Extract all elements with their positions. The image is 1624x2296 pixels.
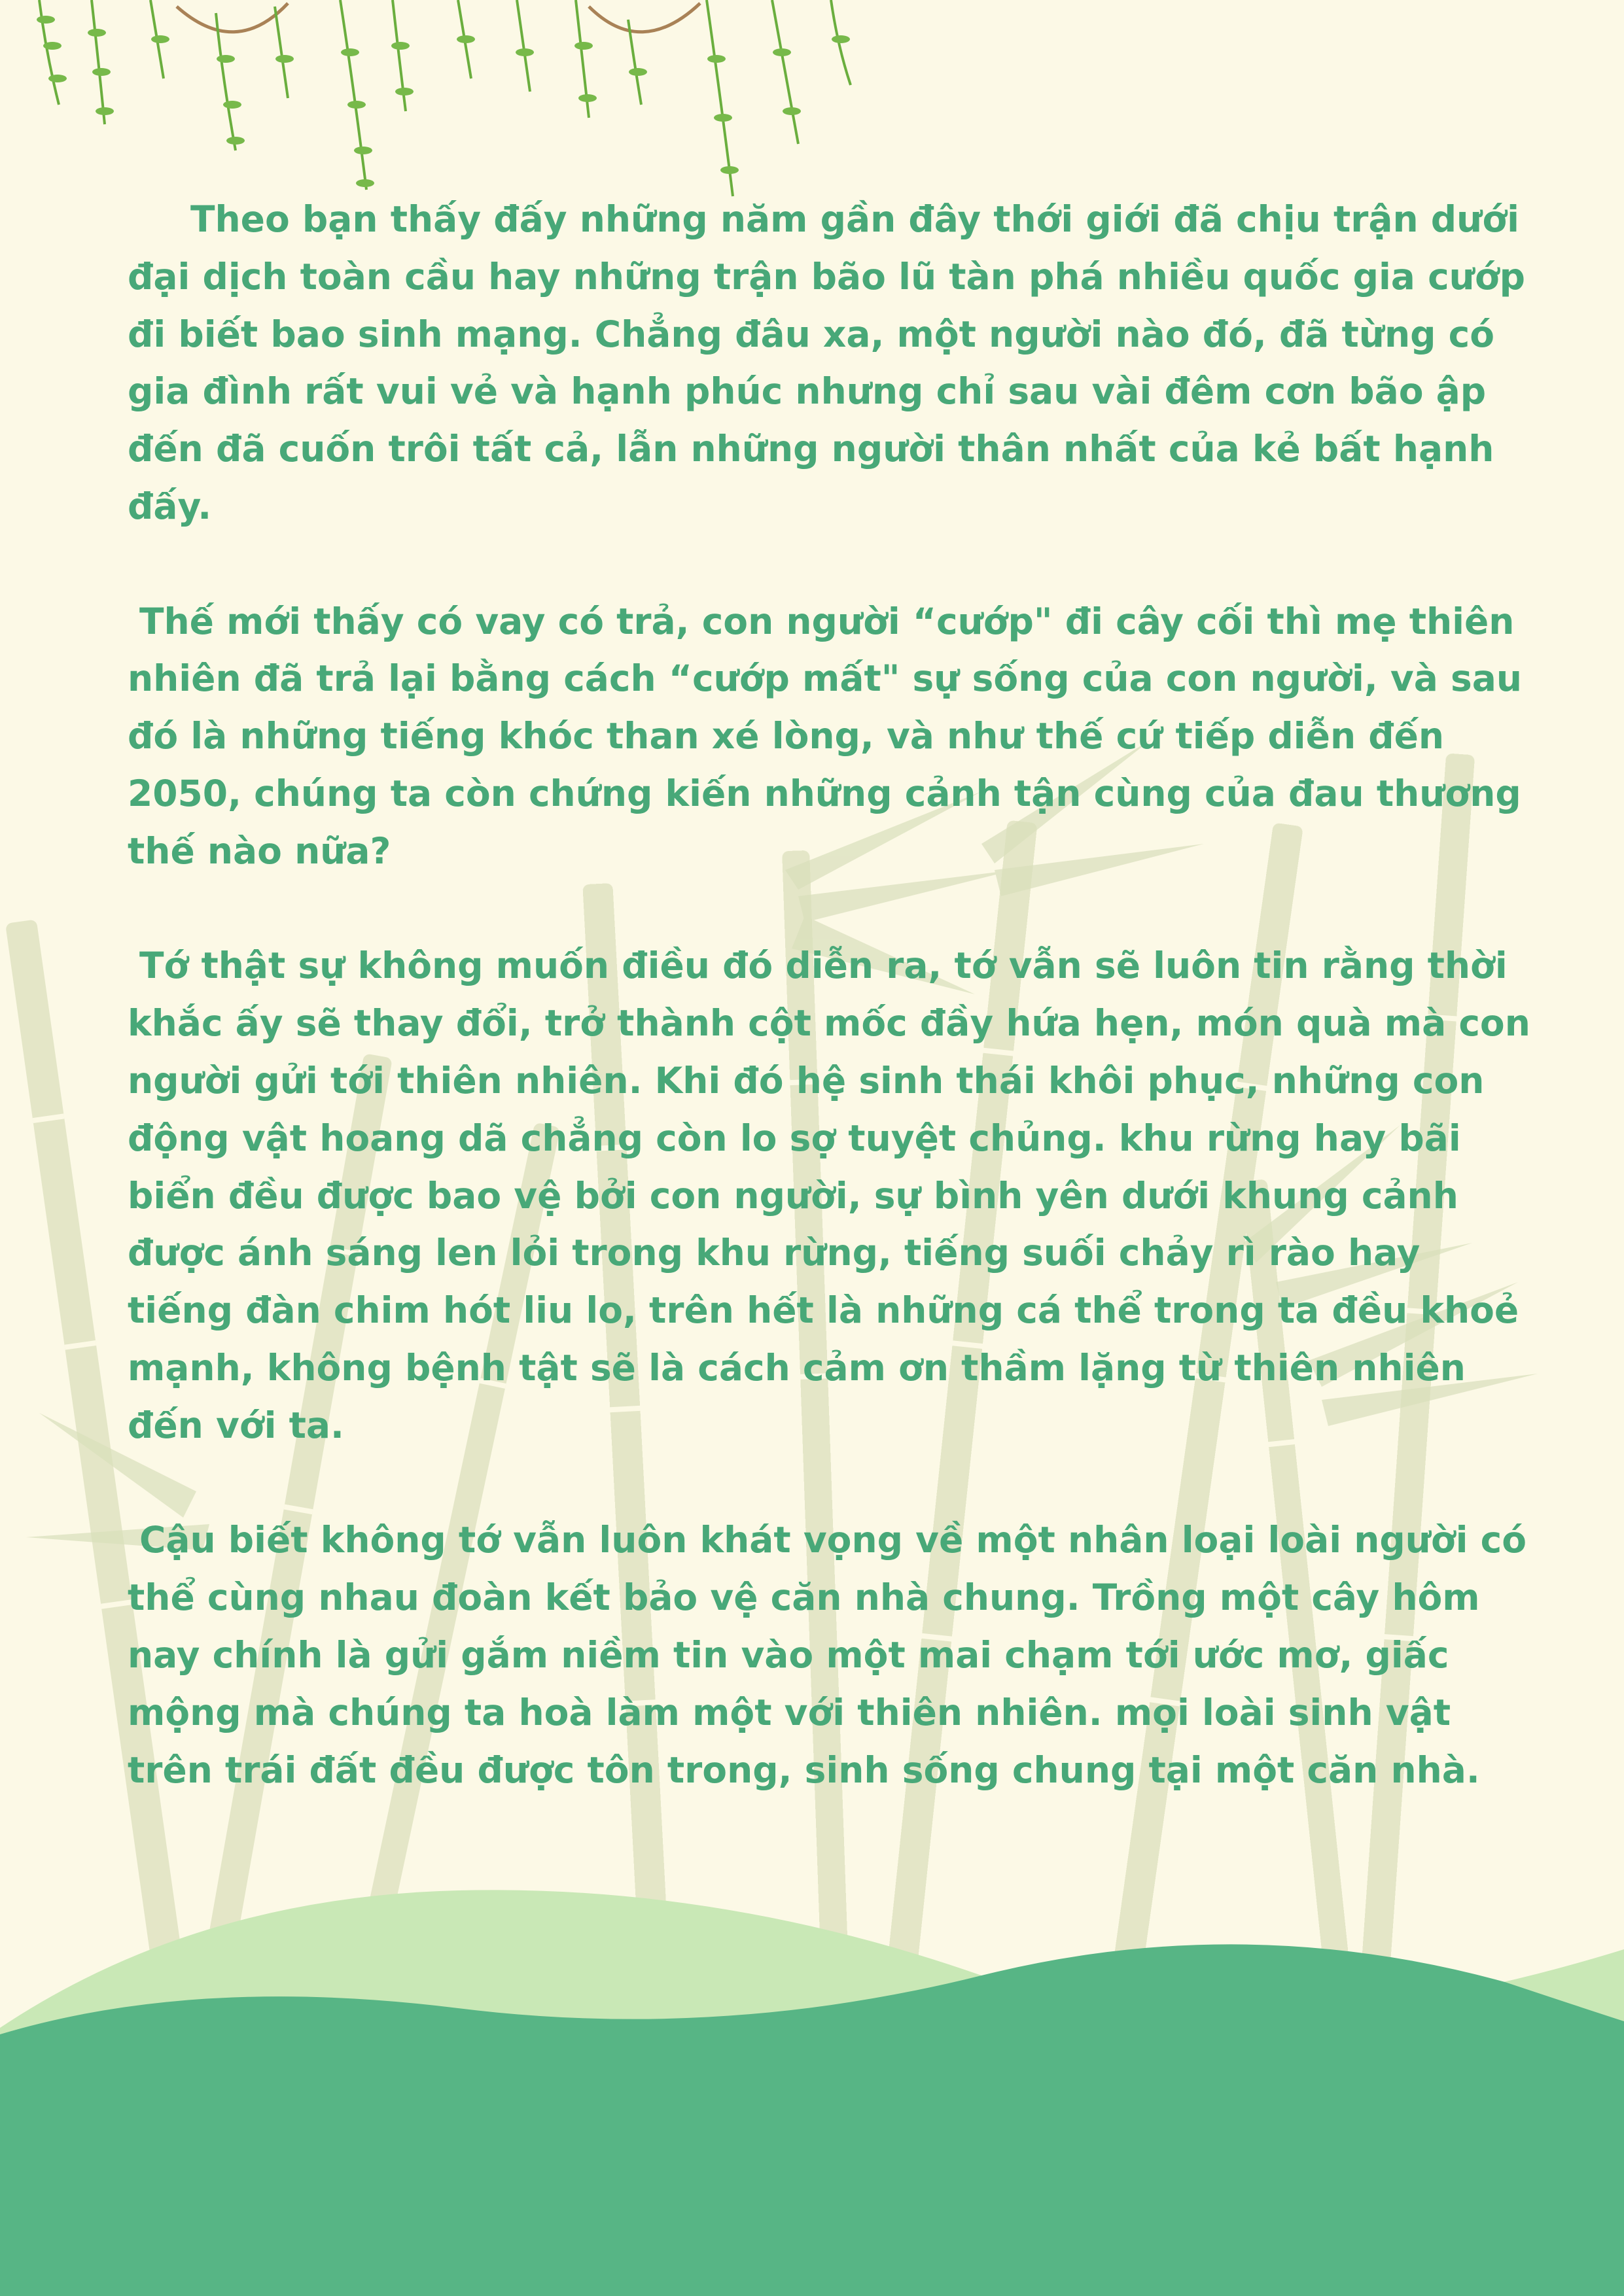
article-body bbox=[128, 191, 1544, 1856]
paragraph-2: Thế mới thấy có vay có trả, con người “cướp" đi cây cối thì mẹ thiên nhiên đã trả lại bằng cách “cướp mất" sự sống của con người, và sau đó là những tiếng khóc than xé lòng, và như thế cứ tiếp diễn đến 2050, chúng ta còn chứng kiến những cảnh tận cùng của đau thương thế nào nữa? bbox=[128, 600, 1535, 872]
paragraph-3: Tớ thật sự không muốn điều đó diễn ra, tớ vẫn sẽ luôn tin rằng thời khắc ấy sẽ thay đổi, trở thành cột mốc đầy hứa hẹn, món quà mà con người gửi tới thiên nhiên. Khi đó hệ sinh thái khôi phục, những con động vật hoang dã chẳng còn lo sợ tuyệt chủng. khu rừng hay bãi biển đều được bao vệ bởi con người, sự bình yên dưới khung cảnh được ánh sáng len lỏi trong khu rừng, tiếng suối chảy rì rào hay tiếng đàn chim hót liu lo, trên hết là những cá thể trong ta đều khoẻ mạnh, không bệnh tật sẽ là cách cảm ơn thầm lặng từ thiên nhiên đến với ta. bbox=[128, 945, 1544, 1446]
hanging-vines-icon bbox=[0, 0, 890, 203]
green-hills-icon bbox=[0, 1871, 1624, 2296]
paragraph-4: Cậu biết không tớ vẫn luôn khát vọng về một nhân loại loài người có thể cùng nhau đoàn kết bảo vệ căn nhà chung. Trồng một cây hôm nay chính là gửi gắm niềm tin vào một mai chạm tới ước mơ, giấc mộng mà chúng ta hoà làm một với thiên nhiên. mọi loài sinh vật trên trái đất đều được tôn trong, sinh sống chung tại một căn nhà. bbox=[128, 1519, 1540, 1791]
paragraph-1: Theo bạn thấy đấy những năm gần đây thới giới đã chịu trận dưới đại dịch toàn cầu hay những trận bão lũ tàn phá nhiều quốc gia cướp đi biết bao sinh mạng. Chẳng đâu xa, một người nào đó, đã từng có gia đình rất vui vẻ và hạnh phúc nhưng chỉ sau vài đêm cơn bão ập đến đã cuốn trôi tất cả, lẫn những người thân nhất của kẻ bất hạnh đấy. bbox=[128, 198, 1538, 527]
